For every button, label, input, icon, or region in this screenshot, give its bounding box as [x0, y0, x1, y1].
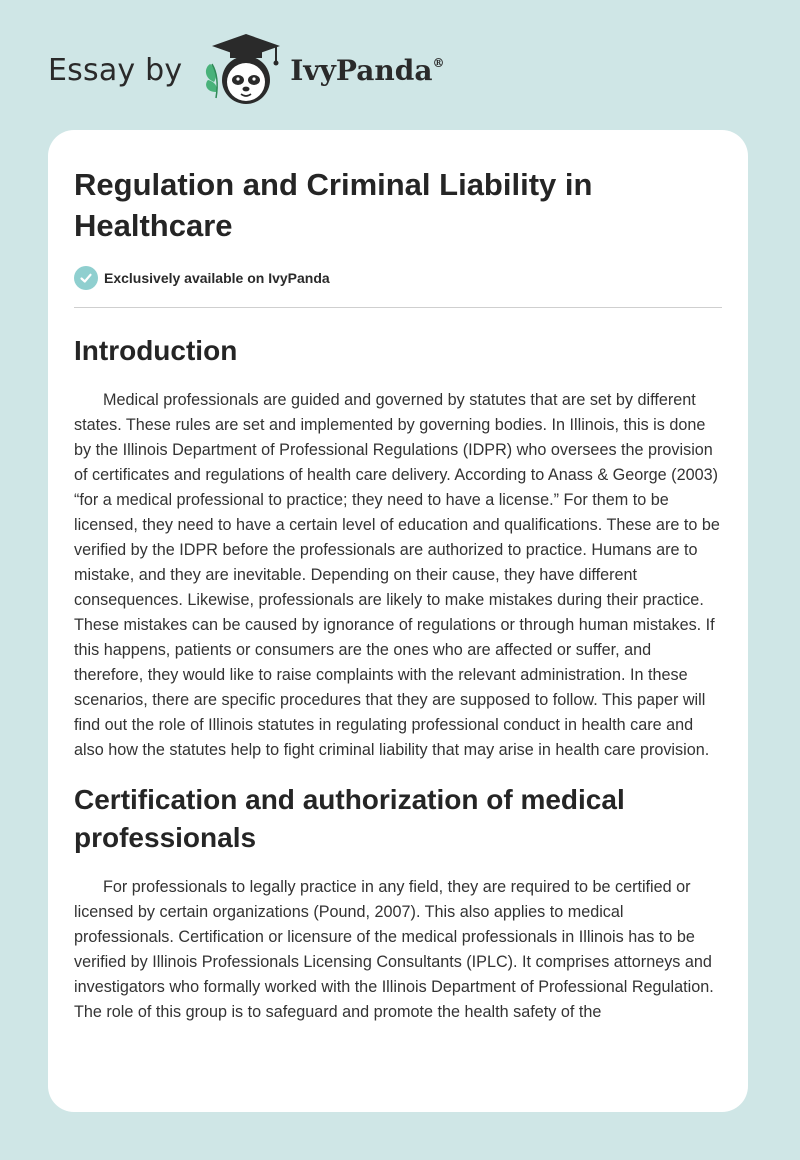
page-title: Regulation and Criminal Liability in Healthcare: [74, 167, 593, 243]
badge-label: Exclusively available on IvyPanda: [104, 270, 330, 286]
registered-mark: ®: [432, 55, 445, 70]
essay-card: [48, 130, 748, 1112]
brand-prefix: Essay by: [48, 52, 183, 88]
checkmark-icon: [74, 266, 98, 290]
brand-name[interactable]: IvyPanda®: [290, 53, 445, 87]
section-paragraph-introduction: Medical professionals are guided and governed by statutes that are set by different states. These rules are set and implemented by governing bodies. In Illinois, this is done by the Illinois Department of Professional Regulations (IDPR) who oversees the provision of certificates and regulations of health care delivery. According to Anass & George (2003) “for a medical professional to practice; they need to have a license.” For them to be licensed, they need to have a certain level of education and qualifications. These are to be verified by the IDPR before the professionals are authorized to practice. Humans are to mistake, and they are inevitable. Depending on their cause, they have different consequences. Likewise, professionals are likely to make mistakes during their practice. These mistakes can be caused by ignorance of regulations or through human mistakes. If this happens, patients or consumers are the ones who are affected or suffer, and therefore, they would like to raise complaints with the relevant administration. In these scenarios, there are specific procedures that they are supposed to follow. This paper will find out the role of Illinois statutes in regulating professional conduct in health care and also how the statutes help to fight criminal liability that may arise in health care provision.: [74, 391, 720, 759]
section-paragraph-certification: For professionals to legally practice in any field, they are required to be certified or licensed by certain organizations (Pound, 2007). This also applies to medical professionals. Certification or licensure of the medical professionals in Illinois has to be verified by Illinois Professionals Licensing Consultants (IPLC). It comprises attorneys and investigators who formally worked with the Illinois Department of Professional Regulation. The role of this group is to safeguard and promote the health safety of the: [74, 878, 714, 1021]
section-heading-certification: Certification and authorization of medical professionals: [74, 784, 625, 853]
section-heading-introduction: Introduction: [74, 335, 238, 366]
divider: [74, 307, 722, 308]
panda-graduate-icon[interactable]: [196, 30, 286, 110]
exclusive-badge: [74, 266, 722, 290]
site-header: [48, 28, 444, 112]
